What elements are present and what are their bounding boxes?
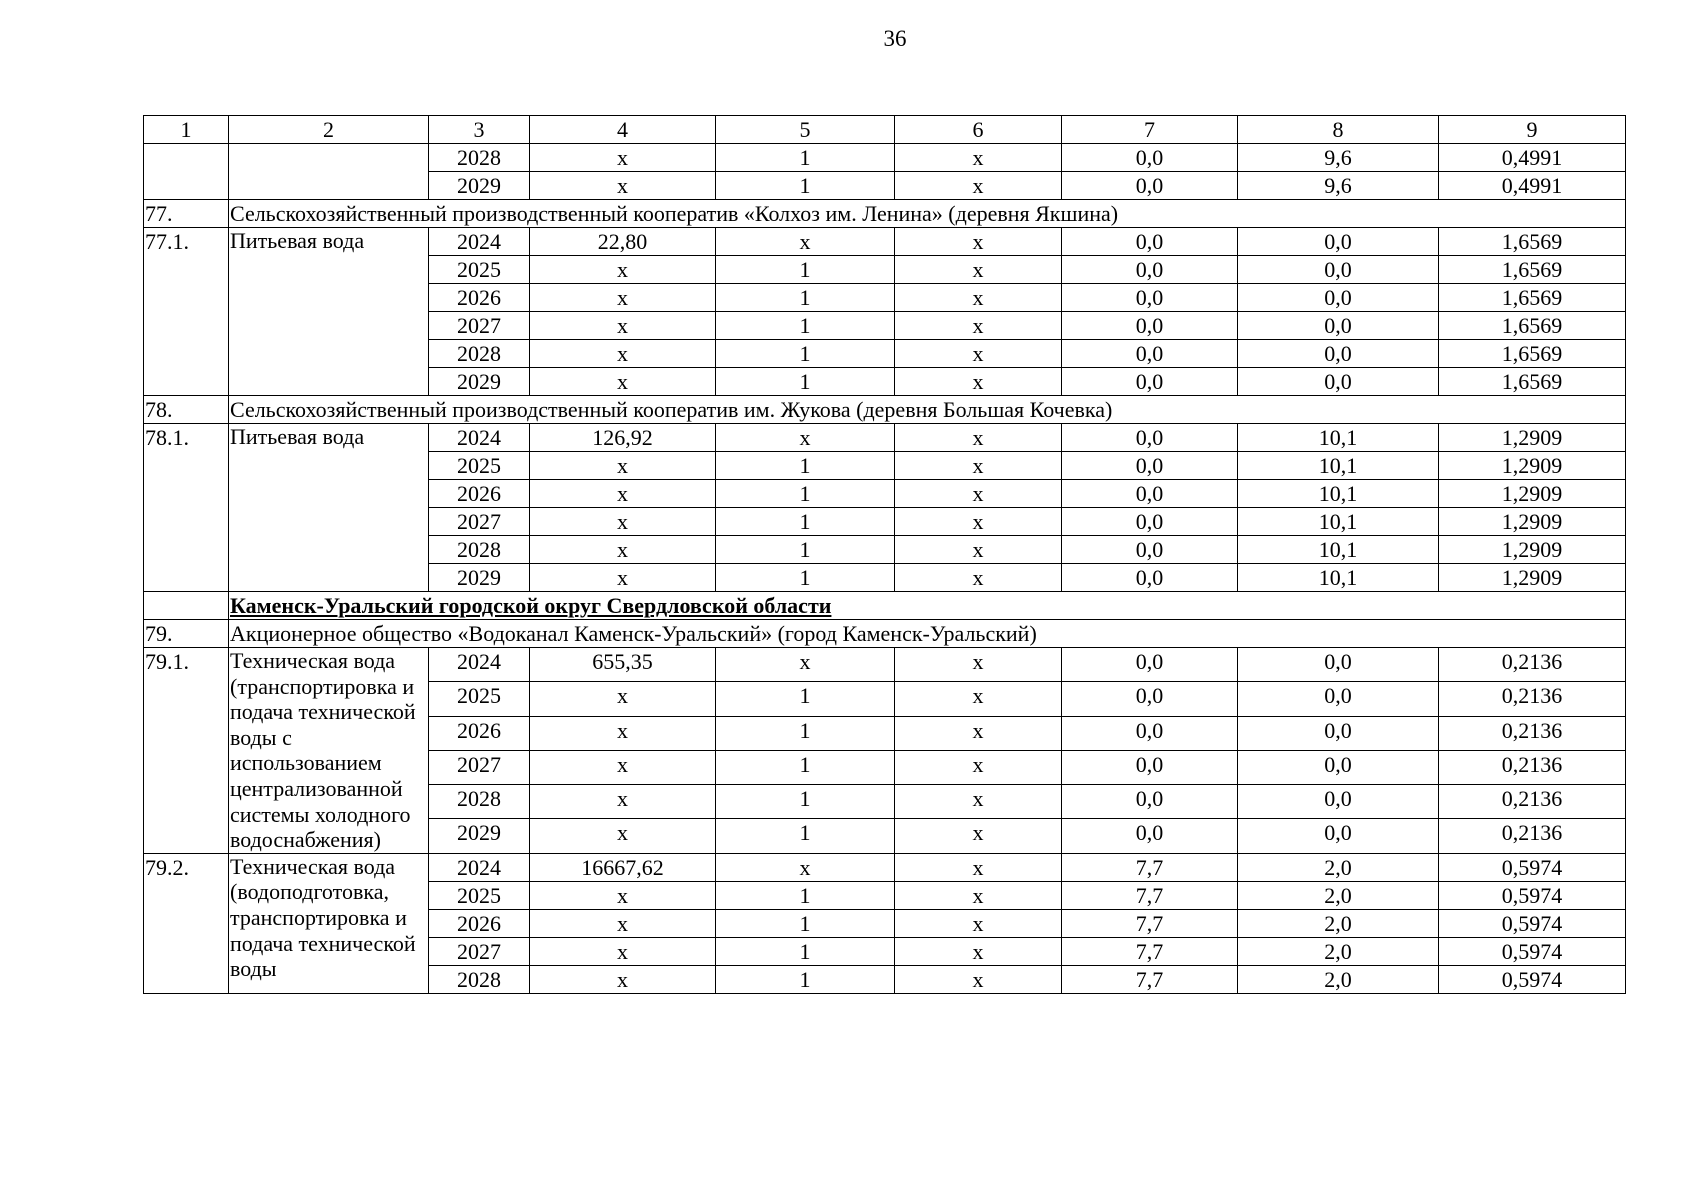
value-cell: 0,0 <box>1062 368 1238 396</box>
value-cell: 1 <box>716 909 895 937</box>
value-cell: x <box>530 881 716 909</box>
item-number: 78.1. <box>144 424 229 592</box>
value-cell: 0,0 <box>1238 312 1439 340</box>
value-cell: 0,0 <box>1062 452 1238 480</box>
year-cell: 2024 <box>429 424 530 452</box>
service-name: Техническая вода (водоподготовка, транспортировка и подача технической воды <box>229 853 429 993</box>
value-cell: 1 <box>716 144 895 172</box>
value-cell: 0,2136 <box>1439 819 1626 853</box>
value-cell: x <box>895 256 1062 284</box>
region-row <box>144 592 1626 620</box>
value-cell: 2,0 <box>1238 937 1439 965</box>
year-cell: 2026 <box>429 909 530 937</box>
value-cell: 1 <box>716 480 895 508</box>
value-cell: x <box>530 819 716 853</box>
value-cell: 0,4991 <box>1439 144 1626 172</box>
table-row <box>144 144 1626 172</box>
value-cell: 0,0 <box>1062 785 1238 819</box>
value-cell: x <box>716 648 895 682</box>
value-cell: 9,6 <box>1238 172 1439 200</box>
value-cell: 1 <box>716 750 895 784</box>
value-cell: 0,0 <box>1062 536 1238 564</box>
value-cell: x <box>895 716 1062 750</box>
value-cell: 16667,62 <box>530 853 716 881</box>
value-cell: x <box>716 424 895 452</box>
value-cell: 1,2909 <box>1439 480 1626 508</box>
value-cell: 1 <box>716 312 895 340</box>
value-cell: 0,0 <box>1062 228 1238 256</box>
organization-name: Сельскохозяйственный производственный кооператив им. Жукова (деревня Большая Кочевка) <box>229 396 1626 424</box>
value-cell: x <box>530 368 716 396</box>
value-cell: 1 <box>716 785 895 819</box>
value-cell: x <box>895 937 1062 965</box>
value-cell: 0,2136 <box>1439 750 1626 784</box>
value-cell: x <box>716 228 895 256</box>
year-cell: 2028 <box>429 144 530 172</box>
table-row <box>144 648 1626 682</box>
column-number-header: 5 <box>716 116 895 144</box>
value-cell: x <box>530 716 716 750</box>
service-name: Питьевая вода <box>229 228 429 396</box>
value-cell: 0,0 <box>1062 172 1238 200</box>
value-cell: 0,5974 <box>1439 965 1626 993</box>
value-cell: 0,0 <box>1238 340 1439 368</box>
value-cell: x <box>895 819 1062 853</box>
value-cell: 0,2136 <box>1439 682 1626 716</box>
value-cell: 1 <box>716 536 895 564</box>
value-cell: 0,0 <box>1062 144 1238 172</box>
value-cell: 1 <box>716 368 895 396</box>
value-cell: 0,0 <box>1062 312 1238 340</box>
value-cell: 126,92 <box>530 424 716 452</box>
value-cell: 0,0 <box>1238 819 1439 853</box>
value-cell: 1,2909 <box>1439 536 1626 564</box>
value-cell: 1,2909 <box>1439 564 1626 592</box>
value-cell: x <box>895 965 1062 993</box>
value-cell: 0,5974 <box>1439 909 1626 937</box>
value-cell: x <box>530 536 716 564</box>
year-cell: 2025 <box>429 682 530 716</box>
value-cell: 1,6569 <box>1439 368 1626 396</box>
value-cell: 1 <box>716 284 895 312</box>
column-number-header: 8 <box>1238 116 1439 144</box>
value-cell: 1,6569 <box>1439 256 1626 284</box>
value-cell: 1 <box>716 256 895 284</box>
item-number: 79.1. <box>144 648 229 854</box>
value-cell: x <box>895 312 1062 340</box>
value-cell: 1 <box>716 716 895 750</box>
year-cell: 2024 <box>429 228 530 256</box>
value-cell: 10,1 <box>1238 536 1439 564</box>
value-cell: 10,1 <box>1238 508 1439 536</box>
year-cell: 2026 <box>429 716 530 750</box>
year-cell: 2025 <box>429 881 530 909</box>
value-cell: 7,7 <box>1062 937 1238 965</box>
value-cell: 2,0 <box>1238 965 1439 993</box>
value-cell: 22,80 <box>530 228 716 256</box>
value-cell: x <box>895 284 1062 312</box>
value-cell: x <box>895 909 1062 937</box>
value-cell: x <box>895 881 1062 909</box>
value-cell: 0,0 <box>1238 228 1439 256</box>
value-cell: x <box>530 256 716 284</box>
value-cell: 7,7 <box>1062 909 1238 937</box>
value-cell: 0,0 <box>1238 785 1439 819</box>
year-cell: 2029 <box>429 368 530 396</box>
year-cell: 2029 <box>429 819 530 853</box>
value-cell: x <box>530 508 716 536</box>
year-cell: 2028 <box>429 340 530 368</box>
value-cell: x <box>530 785 716 819</box>
value-cell: x <box>895 564 1062 592</box>
header-row <box>144 116 1626 144</box>
table-row <box>144 853 1626 881</box>
value-cell: 0,0 <box>1062 256 1238 284</box>
value-cell: x <box>895 228 1062 256</box>
value-cell: 1,2909 <box>1439 508 1626 536</box>
value-cell: 0,0 <box>1238 716 1439 750</box>
column-number-header: 2 <box>229 116 429 144</box>
value-cell: 7,7 <box>1062 881 1238 909</box>
value-cell: x <box>895 853 1062 881</box>
year-cell: 2025 <box>429 256 530 284</box>
item-number: 79. <box>144 620 229 648</box>
value-cell: x <box>530 284 716 312</box>
column-number-header: 7 <box>1062 116 1238 144</box>
value-cell: 1,6569 <box>1439 228 1626 256</box>
value-cell: 2,0 <box>1238 853 1439 881</box>
year-cell: 2028 <box>429 536 530 564</box>
value-cell: x <box>895 480 1062 508</box>
item-number: 77.1. <box>144 228 229 396</box>
value-cell: x <box>530 480 716 508</box>
value-cell: 0,2136 <box>1439 716 1626 750</box>
value-cell: 1 <box>716 508 895 536</box>
value-cell: 7,7 <box>1062 853 1238 881</box>
year-cell: 2024 <box>429 648 530 682</box>
year-cell: 2027 <box>429 937 530 965</box>
column-number-header: 9 <box>1439 116 1626 144</box>
value-cell: 1,6569 <box>1439 340 1626 368</box>
item-number <box>144 144 229 200</box>
value-cell: x <box>895 452 1062 480</box>
value-cell: 1 <box>716 937 895 965</box>
value-cell: 0,5974 <box>1439 881 1626 909</box>
value-cell: 10,1 <box>1238 480 1439 508</box>
tariff-table <box>143 115 1626 994</box>
value-cell: 10,1 <box>1238 424 1439 452</box>
item-number: 77. <box>144 200 229 228</box>
value-cell: x <box>530 172 716 200</box>
year-cell: 2026 <box>429 284 530 312</box>
value-cell: x <box>895 750 1062 784</box>
table-row <box>144 228 1626 256</box>
organization-row <box>144 200 1626 228</box>
value-cell: x <box>530 909 716 937</box>
organization-row <box>144 620 1626 648</box>
year-cell: 2029 <box>429 564 530 592</box>
value-cell: 0,2136 <box>1439 648 1626 682</box>
value-cell: 0,0 <box>1062 424 1238 452</box>
value-cell: 10,1 <box>1238 564 1439 592</box>
value-cell: x <box>895 172 1062 200</box>
value-cell: 1 <box>716 819 895 853</box>
value-cell: 1 <box>716 564 895 592</box>
value-cell: 1,6569 <box>1439 312 1626 340</box>
value-cell: 0,0 <box>1062 564 1238 592</box>
value-cell: 1,6569 <box>1439 284 1626 312</box>
value-cell: 0,0 <box>1238 682 1439 716</box>
value-cell: 0,5974 <box>1439 937 1626 965</box>
year-cell: 2026 <box>429 480 530 508</box>
value-cell: 1 <box>716 172 895 200</box>
value-cell: 0,0 <box>1062 284 1238 312</box>
value-cell: 0,0 <box>1062 508 1238 536</box>
value-cell: 0,0 <box>1062 682 1238 716</box>
value-cell: x <box>530 340 716 368</box>
value-cell: x <box>895 648 1062 682</box>
value-cell: 1 <box>716 340 895 368</box>
service-name: Техническая вода (транспортировка и подача технической воды с использованием централизованной системы холодного водоснабжения) <box>229 648 429 854</box>
page-number: 36 <box>883 26 907 51</box>
value-cell: 0,0 <box>1062 648 1238 682</box>
year-cell: 2027 <box>429 312 530 340</box>
year-cell: 2024 <box>429 853 530 881</box>
year-cell: 2027 <box>429 508 530 536</box>
value-cell: x <box>895 682 1062 716</box>
item-number <box>144 592 229 620</box>
organization-row <box>144 396 1626 424</box>
value-cell: 2,0 <box>1238 881 1439 909</box>
value-cell: 0,0 <box>1062 750 1238 784</box>
value-cell: x <box>530 682 716 716</box>
value-cell: 0,2136 <box>1439 785 1626 819</box>
year-cell: 2029 <box>429 172 530 200</box>
service-name <box>229 144 429 200</box>
value-cell: x <box>895 424 1062 452</box>
value-cell: 0,5974 <box>1439 853 1626 881</box>
value-cell: 0,0 <box>1062 340 1238 368</box>
value-cell: 1 <box>716 881 895 909</box>
value-cell: x <box>895 536 1062 564</box>
value-cell: 0,0 <box>1238 750 1439 784</box>
value-cell: 0,4991 <box>1439 172 1626 200</box>
column-number-header: 4 <box>530 116 716 144</box>
year-cell: 2027 <box>429 750 530 784</box>
year-cell: 2025 <box>429 452 530 480</box>
item-number: 78. <box>144 396 229 424</box>
value-cell: 0,0 <box>1238 284 1439 312</box>
value-cell: 7,7 <box>1062 965 1238 993</box>
column-number-header: 6 <box>895 116 1062 144</box>
value-cell: 655,35 <box>530 648 716 682</box>
region-title: Каменск-Уральский городской округ Свердловской области <box>229 592 1626 620</box>
value-cell: x <box>716 853 895 881</box>
year-cell: 2028 <box>429 965 530 993</box>
column-number-header: 3 <box>429 116 530 144</box>
value-cell: 9,6 <box>1238 144 1439 172</box>
value-cell: 0,0 <box>1238 648 1439 682</box>
value-cell: x <box>895 368 1062 396</box>
value-cell: x <box>530 452 716 480</box>
value-cell: 1 <box>716 965 895 993</box>
item-number: 79.2. <box>144 853 229 993</box>
value-cell: x <box>530 965 716 993</box>
value-cell: 0,0 <box>1062 819 1238 853</box>
value-cell: 0,0 <box>1238 368 1439 396</box>
value-cell: x <box>530 144 716 172</box>
value-cell: 10,1 <box>1238 452 1439 480</box>
value-cell: x <box>530 312 716 340</box>
value-cell: x <box>895 785 1062 819</box>
value-cell: 0,0 <box>1238 256 1439 284</box>
value-cell: x <box>530 750 716 784</box>
value-cell: 2,0 <box>1238 909 1439 937</box>
value-cell: 1,2909 <box>1439 452 1626 480</box>
value-cell: x <box>895 340 1062 368</box>
value-cell: x <box>895 508 1062 536</box>
column-number-header: 1 <box>144 116 229 144</box>
value-cell: 1,2909 <box>1439 424 1626 452</box>
value-cell: x <box>530 937 716 965</box>
organization-name: Акционерное общество «Водоканал Каменск-Уральский» (город Каменск-Уральский) <box>229 620 1626 648</box>
organization-name: Сельскохозяйственный производственный кооператив «Колхоз им. Ленина» (деревня Якшина) <box>229 200 1626 228</box>
value-cell: 1 <box>716 452 895 480</box>
value-cell: x <box>895 144 1062 172</box>
service-name: Питьевая вода <box>229 424 429 592</box>
value-cell: 0,0 <box>1062 480 1238 508</box>
value-cell: x <box>530 564 716 592</box>
value-cell: 1 <box>716 682 895 716</box>
table-row <box>144 424 1626 452</box>
value-cell: 0,0 <box>1062 716 1238 750</box>
year-cell: 2028 <box>429 785 530 819</box>
